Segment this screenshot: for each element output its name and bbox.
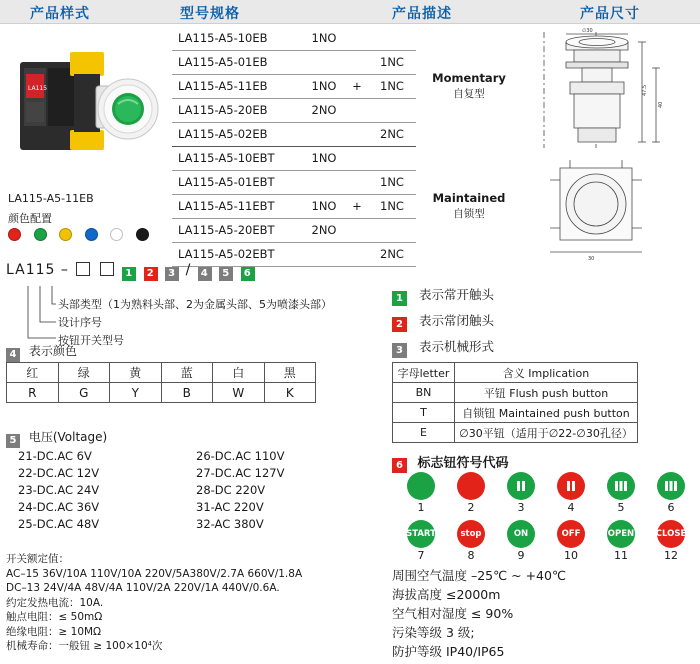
color-name-yellow: 黄: [110, 363, 162, 383]
letter-head-right: 含义 Implication: [455, 363, 638, 383]
color-code-black: K: [264, 383, 316, 403]
notes-list: [392, 282, 694, 360]
decode-badge-6: 6: [241, 267, 255, 281]
voltage-item: 26-DC.AC 110V: [196, 449, 285, 463]
model-nc: 1NC: [368, 170, 416, 194]
group-momentary-sub: 自复型: [453, 88, 485, 100]
ratings-line: 机械寿命：一般钮 ≥ 100×10⁴次: [6, 640, 163, 652]
symbol-number: 6: [667, 501, 675, 514]
color-config-label: 颜色配置: [8, 212, 52, 225]
decode-badge-4: 4: [198, 267, 212, 281]
symbol-number: 9: [517, 549, 525, 562]
symbol-number: 12: [664, 549, 678, 562]
decode-badge-2: 2: [144, 267, 158, 281]
voltage-section-badge: 5: [6, 434, 20, 448]
dimension-drawings: [526, 28, 696, 260]
ratings-block: [6, 552, 366, 654]
model-table: [172, 26, 522, 267]
letter-head-left: 字母letter: [393, 363, 455, 383]
model-name: LA115-A5-20EBT: [172, 218, 302, 242]
model-no: [302, 170, 346, 194]
group-maintained: [416, 146, 522, 266]
color-section-badge: 4: [6, 348, 20, 362]
color-swatch-black: [136, 228, 149, 241]
model-nc: [368, 98, 416, 122]
color-swatch-yellow: [59, 228, 72, 241]
note-text-1: 表示常开触头: [418, 287, 494, 302]
group-momentary: [416, 26, 522, 146]
color-swatch-green: [34, 228, 47, 241]
table-row: [7, 383, 316, 403]
table-row: [172, 146, 522, 170]
model-no: 2NO: [302, 98, 346, 122]
note-item-no: [392, 282, 694, 308]
header-col-product-style: 产品样式: [30, 6, 90, 22]
symbol-number: 7: [417, 549, 425, 562]
color-section-title: 表示颜色: [28, 344, 77, 358]
model-no: [302, 122, 346, 146]
symbol-three-bars-green-alt-icon: [657, 472, 685, 500]
color-table: [6, 362, 316, 403]
color-swatch-blue: [85, 228, 98, 241]
group-momentary-title: Momentary: [432, 71, 506, 85]
note-text-2: 表示常闭触头: [418, 313, 494, 328]
symbol-cell: [446, 472, 496, 514]
env-line-humidity: 空气相对湿度 ≤ 90%: [392, 606, 514, 621]
symbol-section-heading: [392, 452, 509, 473]
decode-line-switch-model: 按钮开关型号: [58, 334, 124, 347]
symbol-blank-green-icon: [407, 472, 435, 500]
symbol-cell: [596, 472, 646, 514]
model-nc: 1NC: [368, 74, 416, 98]
color-swatches: [8, 228, 158, 244]
color-name-red: 红: [7, 363, 59, 383]
symbol-number: 4: [567, 501, 575, 514]
voltage-item: 24-DC.AC 36V: [18, 500, 100, 514]
letter-key: BN: [393, 383, 455, 403]
color-swatch-red: [8, 228, 21, 241]
decode-slash: /: [185, 262, 192, 278]
env-line-pollution: 污染等级 3 级;: [392, 625, 475, 640]
note-badge-3: 3: [392, 343, 407, 358]
letter-value: 自锁钮 Maintained push button: [455, 403, 638, 423]
table-row: [7, 363, 316, 383]
model-plus: [346, 50, 368, 74]
note-text-3: 表示机械形式: [418, 339, 494, 354]
model-nc: [368, 218, 416, 242]
ratings-line: 绝缘电阻：≥ 10MΩ: [6, 625, 102, 638]
ratings-line: 约定发热电流：10A.: [6, 596, 104, 609]
symbol-open-icon: OPEN: [607, 520, 635, 548]
svg-text:30: 30: [588, 256, 595, 262]
symbol-cell: [546, 472, 596, 514]
ratings-line: 触点电阻：≤ 50mΩ: [6, 611, 103, 623]
symbol-cell: [396, 472, 446, 514]
note-badge-1: 1: [392, 291, 407, 306]
symbol-cell: [496, 520, 546, 562]
model-name: LA115-A5-11EB: [172, 74, 302, 98]
model-name: LA115-A5-01EBT: [172, 170, 302, 194]
voltage-list: [18, 448, 368, 533]
model-no: 1NO: [302, 194, 346, 218]
symbol-number: 3: [517, 501, 525, 514]
model-plus: [346, 218, 368, 242]
table-row: [393, 423, 638, 443]
color-name-green: 绿: [58, 363, 110, 383]
header-col-model-spec: 型号规格: [180, 6, 240, 22]
symbol-cell: [646, 472, 696, 514]
table-row: [393, 403, 638, 423]
note-item-mech: [392, 334, 694, 360]
table-row: [393, 383, 638, 403]
symbol-section-title: 标志钮符号代码: [417, 456, 509, 471]
model-plus: +: [346, 74, 368, 98]
ratings-line: DC–13 24V/4A 48V/4A 110V/2A 220V/1A 440V/0.6A.: [6, 582, 280, 594]
table-header-row: [393, 363, 638, 383]
symbol-three-bars-green-icon: [607, 472, 635, 500]
voltage-list-col2: [196, 448, 285, 533]
env-line-temperature: 周围空气温度 –25℃ ~ +40℃: [392, 568, 567, 583]
part-number-decode: [6, 262, 366, 346]
symbol-number: 10: [564, 549, 578, 562]
header-col-dimensions: 产品尺寸: [580, 6, 640, 22]
symbol-grid: [396, 472, 696, 562]
svg-text:∅30: ∅30: [582, 28, 593, 34]
note-item-nc: [392, 308, 694, 334]
model-plus: [346, 98, 368, 122]
ratings-line: AC–15 36V/10A 110V/10A 220V/5A380V/2.7A 660V/1.8A: [6, 567, 303, 580]
symbol-number: 11: [614, 549, 628, 562]
symbol-cell: [396, 520, 446, 562]
symbol-stop-icon: stop: [457, 520, 485, 548]
group-maintained-title: Maintained: [432, 191, 506, 205]
svg-text:40: 40: [658, 101, 664, 108]
color-name-black: 黑: [264, 363, 316, 383]
environment-specs: [392, 566, 566, 661]
model-nc: [368, 26, 416, 50]
model-no: 1NO: [302, 74, 346, 98]
symbol-number: 8: [467, 549, 475, 562]
model-plus: [346, 146, 368, 170]
decode-badge-1: 1: [122, 267, 136, 281]
symbol-two-bars-green-icon: [507, 472, 535, 500]
color-name-blue: 蓝: [161, 363, 213, 383]
color-swatch-white: [110, 228, 123, 241]
voltage-item: 22-DC.AC 12V: [18, 466, 100, 480]
model-nc: 1NC: [368, 50, 416, 74]
symbol-number: 5: [617, 501, 625, 514]
symbol-cell: [446, 520, 496, 562]
symbol-off-icon: OFF: [557, 520, 585, 548]
decode-line-design-serial: 设计序号: [58, 316, 102, 329]
decode-badge-5: 5: [219, 267, 233, 281]
voltage-item: 28-DC 220V: [196, 483, 266, 497]
group-maintained-sub: 自锁型: [453, 208, 485, 220]
color-code-white: W: [213, 383, 265, 403]
voltage-item: 25-DC.AC 48V: [18, 517, 100, 531]
voltage-item: 31-AC 220V: [196, 500, 264, 514]
letter-value: 平钮 Flush push button: [455, 383, 638, 403]
symbol-two-bars-red-icon: [557, 472, 585, 500]
letter-key: T: [393, 403, 455, 423]
model-plus: [346, 122, 368, 146]
voltage-item: 23-DC.AC 24V: [18, 483, 100, 497]
symbol-number: 2: [467, 501, 475, 514]
decode-leaders: [6, 284, 366, 346]
symbol-number: 1: [417, 501, 425, 514]
color-name-white: 白: [213, 363, 265, 383]
svg-text:LA115: LA115: [28, 85, 48, 92]
symbol-cell: [496, 472, 546, 514]
svg-text:47.5: 47.5: [642, 84, 648, 96]
decode-prefix: LA115 –: [6, 262, 69, 278]
letter-table: [392, 362, 638, 443]
env-line-altitude: 海拔高度 ≤2000m: [392, 587, 501, 602]
model-no: 1NO: [302, 146, 346, 170]
color-code-yellow: Y: [110, 383, 162, 403]
model-plus: [346, 26, 368, 50]
model-nc: 2NC: [368, 122, 416, 146]
symbol-cell: [596, 520, 646, 562]
model-no: 2NO: [302, 218, 346, 242]
letter-key: E: [393, 423, 455, 443]
model-name: LA115-A5-01EB: [172, 50, 302, 74]
model-nc: 1NC: [368, 194, 416, 218]
model-name: LA115-A5-10EB: [172, 26, 302, 50]
ratings-line: 开关额定值：: [6, 553, 69, 565]
color-code-blue: B: [161, 383, 213, 403]
symbol-start-icon: START: [407, 520, 435, 548]
model-no: [302, 50, 346, 74]
product-photo: [8, 34, 168, 184]
voltage-item: 32-AC 380V: [196, 517, 264, 531]
voltage-item: 21-DC.AC 6V: [18, 449, 92, 463]
decode-badge-3: 3: [165, 267, 179, 281]
note-badge-2: 2: [392, 317, 407, 332]
model-nc: 2NC: [368, 242, 416, 266]
letter-value: ∅30平钮（适用于∅22-∅30孔径）: [455, 423, 638, 443]
voltage-item: 27-DC.AC 127V: [196, 466, 285, 480]
model-name: LA115-A5-10EBT: [172, 146, 302, 170]
table-row: [172, 26, 522, 50]
decode-box-1: [76, 262, 90, 276]
symbol-cell: [646, 520, 696, 562]
decode-code-line: [6, 262, 366, 284]
symbol-close-icon: CLOSE: [657, 520, 685, 548]
decode-line-head-type: 头部类型（1为熟料头部、2为金属头部、5为喷漆头部）: [58, 298, 332, 311]
color-code-red: R: [7, 383, 59, 403]
symbol-blank-red-icon: [457, 472, 485, 500]
model-no: 1NO: [302, 26, 346, 50]
decode-box-2: [100, 262, 114, 276]
voltage-section-heading: [6, 428, 107, 448]
color-section-heading: [6, 342, 77, 362]
product-caption: LA115-A5-11EB: [8, 192, 94, 205]
color-code-green: G: [58, 383, 110, 403]
model-name: LA115-A5-11EBT: [172, 194, 302, 218]
env-line-protection: 防护等级 IP40/IP65: [392, 644, 505, 659]
model-name: LA115-A5-02EB: [172, 122, 302, 146]
symbol-cell: [546, 520, 596, 562]
model-name: LA115-A5-20EB: [172, 98, 302, 122]
header-band: [0, 0, 700, 24]
symbol-section-badge: 6: [392, 458, 407, 473]
header-col-description: 产品描述: [392, 6, 452, 22]
model-plus: +: [346, 194, 368, 218]
model-nc: [368, 146, 416, 170]
model-name: LA115-A5-02EBT: [172, 242, 302, 266]
symbol-on-icon: ON: [507, 520, 535, 548]
voltage-section-title: 电压(Voltage): [28, 430, 108, 444]
model-plus: [346, 170, 368, 194]
